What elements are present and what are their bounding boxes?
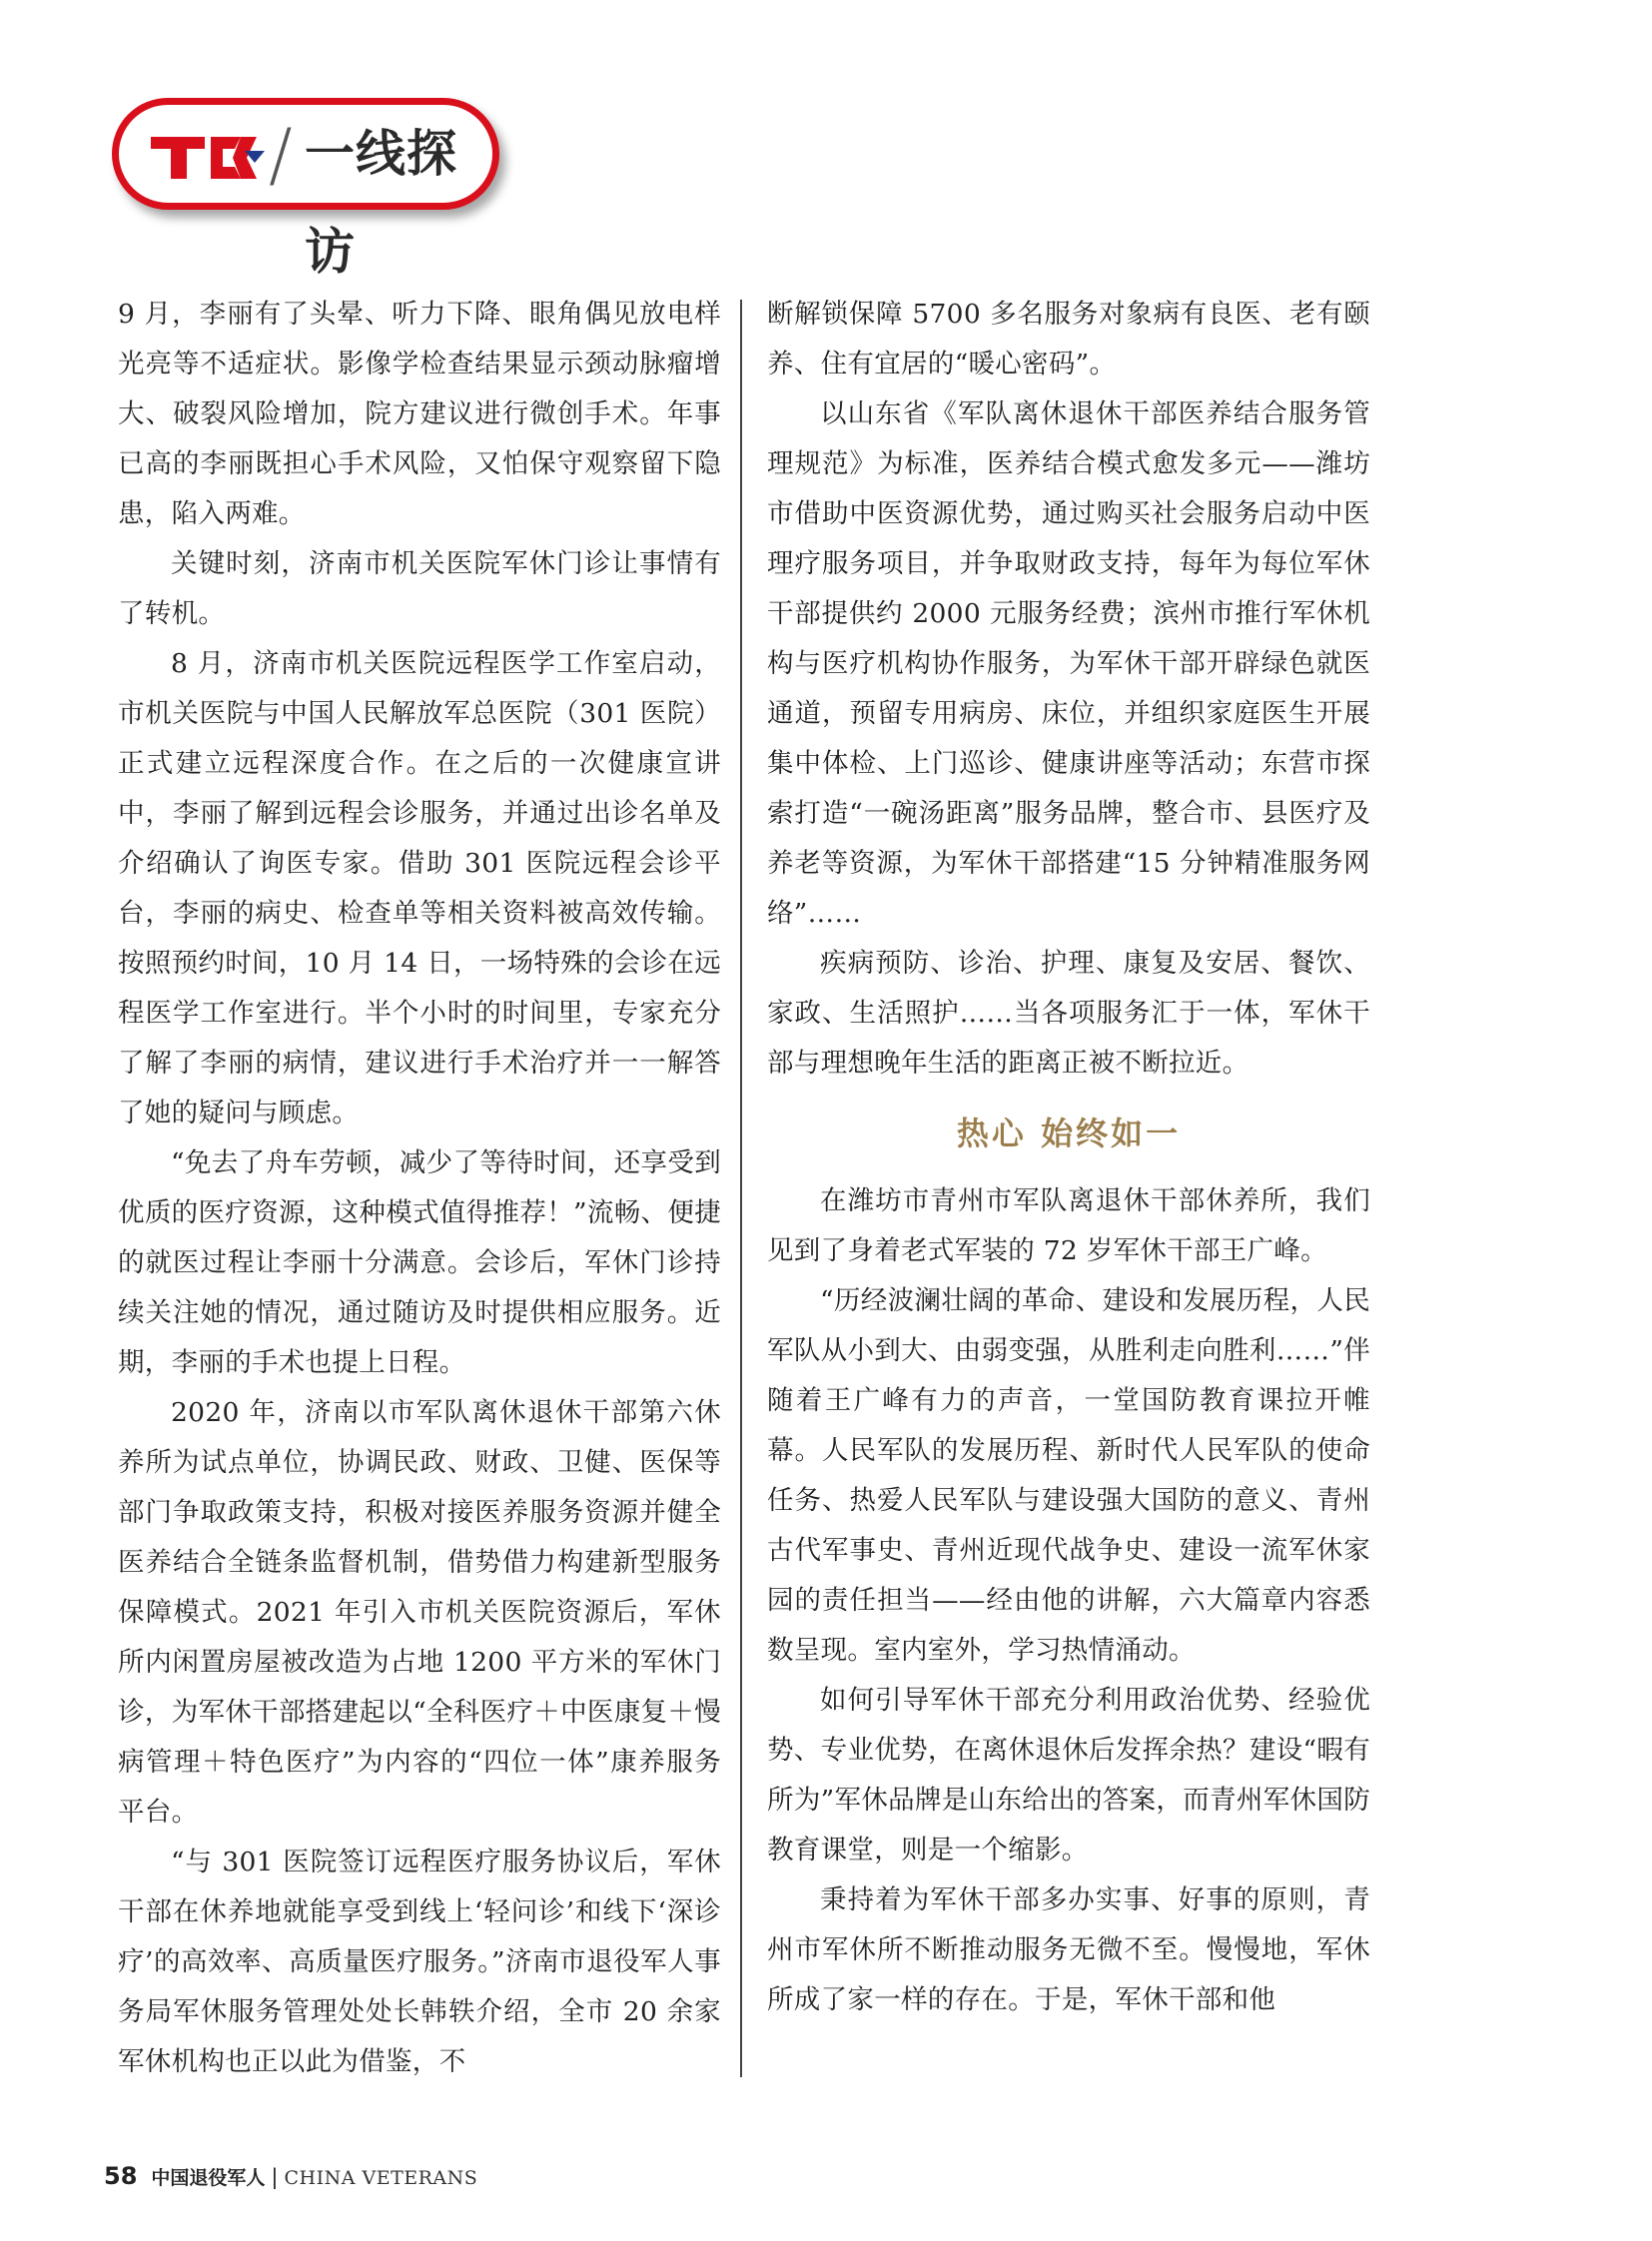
page-number: 58 <box>104 2162 138 2190</box>
paragraph: “历经波澜壮阔的革命、建设和发展历程，人民军队从小到大、由弱变强，从胜利走向胜利……”伴随着王广峰有力的声音，一堂国防教育课拉开帷幕。人民军队的发展历程、新时代人民军队的使命任务、热爱人民军队与建设强大国防的意义、青州古代军事史、青州近现代战争史、建设一流军休家园的责任担当——经由他的讲解，六大篇章内容悉数呈现。室内室外，学习热情涌动。 <box>767 1285 1370 1666</box>
column-divider <box>740 300 742 2077</box>
paragraph: “免去了舟车劳顿，减少了等待时间，还享受到优质的医疗资源，这种模式值得推荐！”流畅、便捷的就医过程让李丽十分满意。会诊后，军休门诊持续关注她的情况，通过随访及时提供相应服务。近期，李丽的手术也提上日程。 <box>118 1147 721 1378</box>
paragraph: 如何引导军休干部充分利用政治优势、经验优势、专业优势，在离休退休后发挥余热？建设“暇有所为”军休品牌是山东给出的答案，而青州军休国防教育课堂，则是一个缩影。 <box>767 1685 1370 1866</box>
paragraph: 以山东省《军队离休退休干部医养结合服务管理规范》为标准，医养结合模式愈发多元——潍坊市借助中医资源优势，通过购买社会服务启动中医理疗服务项目，并争取财政支持，每年为每位军休干部提供约 2000 元服务经费；滨州市推行军休机构与医疗机构协作服务，为军休干部开辟绿色就医通道，预留专用病房、床位，并组织家庭医生开展集中体检、上门巡诊、健康讲座等活动；东营市探索打造“一碗汤距离”服务品牌，整合市、县医疗及养老等资源，为军休干部搭建“15 分钟精准服务网络”…… <box>767 398 1370 929</box>
paragraph: 2020 年，济南以市军队离休退休干部第六休养所为试点单位，协调民政、财政、卫健、医保等部门争取政策支持，积极对接医养服务资源并健全医养结合全链条监督机制，借势借力构建新型服务保障模式。2021 年引入市机关医院资源后，军休所内闲置房屋被改造为占地 1200 平方米的军休门诊，为军休干部搭建起以“全科医疗＋中医康复＋慢病管理＋特色医疗”为内容的“四位一体”康养服务平台。 <box>118 1397 721 1828</box>
footer-separator: | <box>271 2165 279 2189</box>
badge-slash: / <box>269 114 293 196</box>
paragraph: 断解锁保障 5700 多名服务对象病有良医、老有颐养、住有宜居的“暖心密码”。 <box>767 299 1370 379</box>
section-badge <box>112 98 499 281</box>
paragraph: 秉持着为军休干部多办实事、好事的原则，青州市军休所不断推动服务无微不至。慢慢地，军休所成了家一样的存在。于是，军休干部和他 <box>767 1884 1370 2015</box>
paragraph: “与 301 医院签订远程医疗服务协议后，军休干部在休养地就能享受到线上‘轻问诊’和线下‘深诊疗’的高效率、高质量医疗服务。”济南市退役军人事务局军休服务管理处处长韩轶介绍，全市 20 余家军休机构也正以此为借鉴，不 <box>118 1847 721 2077</box>
paragraph: 8 月，济南市机关医院远程医学工作室启动，市机关医院与中国人民解放军总医院（301 医院）正式建立远程深度合作。在之后的一次健康宣讲中，李丽了解到远程会诊服务，并通过出诊名单及介绍确认了询医专家。借助 301 医院远程会诊平台，李丽的病史、检查单等相关资料被高效传输。按照预约时间，10 月 14 日，一场特殊的会诊在远程医学工作室进行。半个小时的时间里，专家充分了解了李丽的病情，建议进行手术治疗并一一解答了她的疑问与顾虑。 <box>118 648 722 1128</box>
page-footer <box>104 2161 477 2193</box>
paragraph: 关键时刻，济南市机关医院军休门诊让事情有了转机。 <box>118 548 721 629</box>
magazine-title-en: CHINA VETERANS <box>284 2167 478 2189</box>
right-column <box>767 290 1370 2025</box>
left-column <box>118 290 721 2087</box>
section-label: 一线探访 <box>305 124 457 281</box>
paragraph: 在潍坊市青州市军队离退休干部休养所，我们见到了身着老式军装的 72 岁军休干部王广峰。 <box>767 1185 1370 1266</box>
paragraph: 疾病预防、诊治、护理、康复及安居、餐饮、家政、生活照护……当各项服务汇于一体，军休干部与理想晚年生活的距离正被不断拉近。 <box>767 948 1370 1079</box>
paragraph: 9 月，李丽有了头晕、听力下降、眼角偶见放电样光亮等不适症状。影像学检查结果显示颈动脉瘤增大、破裂风险增加，院方建议进行微创手术。年事已高的李丽既担心手术风险，又怕保守观察留下隐患，陷入两难。 <box>118 299 721 529</box>
magazine-title-cn: 中国退役军人 <box>151 2167 266 2189</box>
section-heading: 热心 始终如一 <box>956 1115 1182 1152</box>
